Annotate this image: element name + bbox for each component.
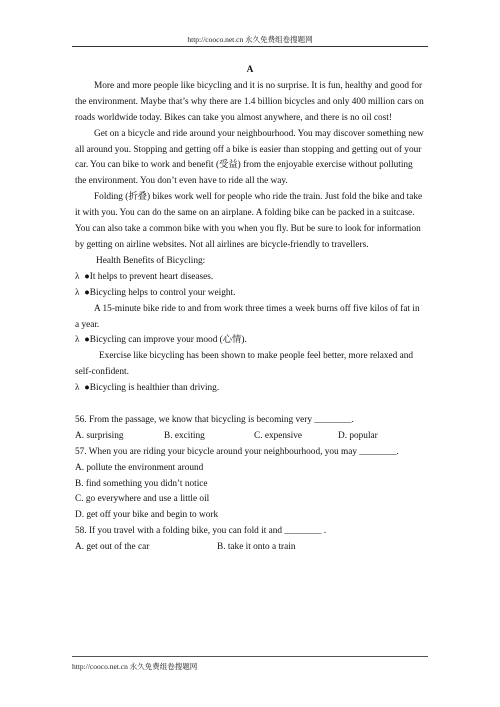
bullet-dot-icon: ● [84, 335, 90, 346]
question-57-stem: 57. When you are riding your bicycle around your neighbourhood, you may ________. [75, 446, 399, 457]
question-57-option-a: A. pollute the environment around [75, 462, 204, 473]
bullet-text: Bicycling can improve your mood (心情). [89, 335, 247, 346]
bullet-item [75, 286, 425, 302]
fact-paragraph: Exercise like bicycling has been shown to make people feel better, more relaxed and self-confident. [75, 351, 414, 378]
document-body [75, 63, 425, 556]
bullet-dot-icon: ● [84, 287, 90, 298]
question-57-option-d: D. get off your bike and begin to work [75, 510, 219, 521]
question-58-option-b: B. take it onto a train [217, 542, 296, 553]
health-benefits-heading: Health Benefits of Bicycling: [96, 255, 206, 266]
question-56-option-d: D. popular [338, 430, 378, 441]
question-58-options [75, 540, 425, 556]
question-58-option-a: A. get out of the car [75, 542, 150, 553]
fact-paragraph: A 15-minute bike ride to and from work three times a week burns off five kilos of fat in a year. [75, 303, 420, 330]
bullet-item [75, 333, 425, 349]
bullet-text: Bicycling is healthier than driving. [89, 383, 220, 394]
question-57-option-b: B. find something you didn’t notice [75, 478, 208, 489]
bullet-dot-icon: ● [84, 383, 90, 394]
bullet-text: Bicycling helps to control your weight. [89, 287, 236, 298]
question-56-option-a: A. surprising [75, 430, 124, 441]
bullet-text: It helps to prevent heart diseases. [89, 271, 214, 282]
bullet-marker: λ [75, 335, 80, 346]
bullet-marker: λ [75, 287, 80, 298]
question-56-options [75, 429, 425, 445]
page-header: http://cooco.net.cn 永久免费组卷搜题网 [187, 35, 313, 44]
paragraph-3: Folding (折叠) bikes work well for people who ride the train. Just fold the bike and take it with you. You can do the same on an airplane. A folding bike can be packed in a suitcase. You can also take a common bike with you when you fly. But be sure to look for information by getting on airline websites. Not all airlines are bicycle-friendly to travellers. [75, 192, 423, 250]
passage-title: A [246, 65, 254, 75]
footer-divider [72, 656, 428, 657]
question-56-option-b: B. exciting [164, 430, 205, 441]
bullet-marker: λ [75, 383, 80, 394]
bullet-marker: λ [75, 271, 80, 282]
bullet-item [75, 270, 425, 286]
question-56-stem: 56. From the passage, we know that bicycling is becoming very ________. [75, 414, 354, 425]
paragraph-2: Get on a bicycle and ride around your neighbourhood. You may discover something new all around you. Stopping and getting off a bike is easier than stopping and getting out of your car. You can bike to work and benefit (受益) from the enjoyable exercise without polluting the environment. You don’t even have to ride all the way. [75, 128, 424, 187]
section-spacer [75, 397, 425, 413]
question-56-option-c: C. expensive [254, 430, 303, 441]
question-57-option-c: C. go everywhere and use a little oil [75, 494, 210, 505]
paragraph-1: More and more people like bicycling and it is no surprise. It is fun, healthy and good for the environment. Maybe that’s why there are 1.4 billion bicycles and only 400 million cars on roads worldwide today. Bikes can take you almost anywhere, and there is no oil cost! [75, 80, 424, 123]
bullet-dot-icon: ● [84, 271, 90, 282]
header-divider [72, 46, 428, 47]
question-58-stem: 58. If you travel with a folding bike, you can fold it and ________ . [75, 526, 327, 537]
page-footer: http://cooco.net.cn 永久免费组卷搜题网 [72, 662, 198, 671]
bullet-item [75, 381, 425, 397]
